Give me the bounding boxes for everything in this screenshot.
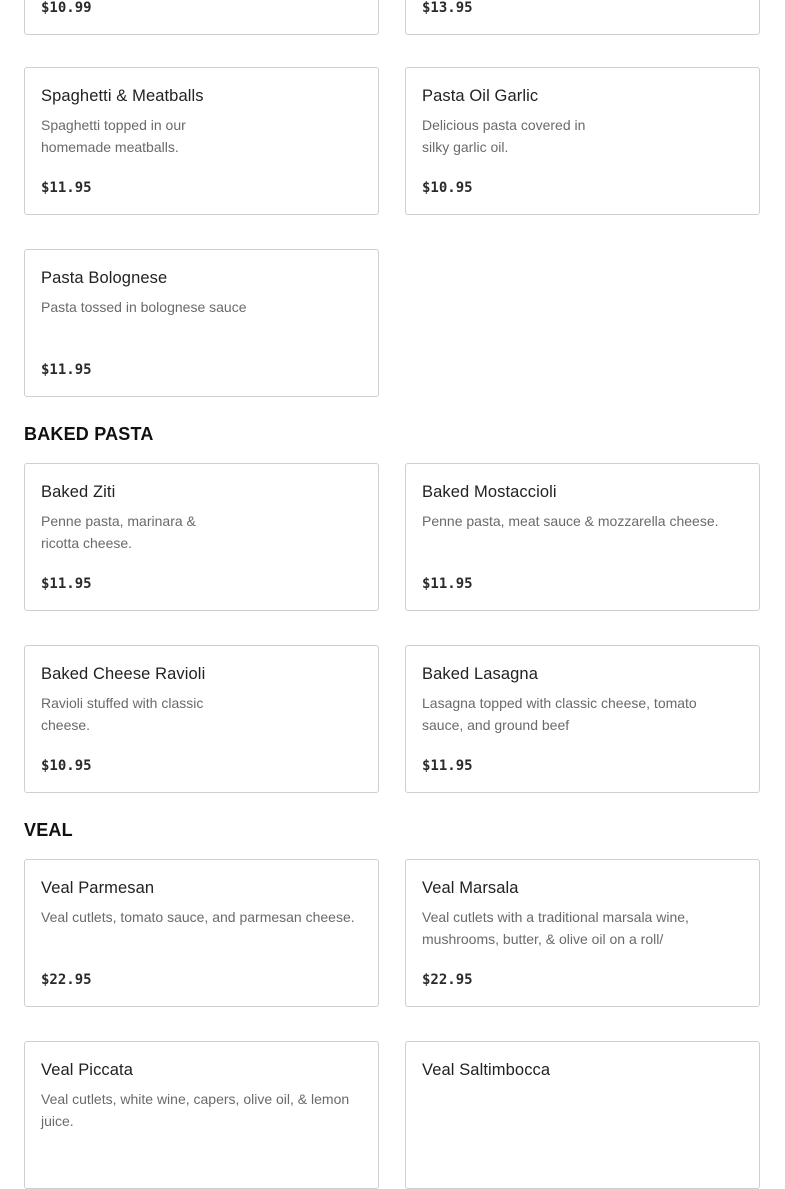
menu-item-card[interactable] (405, 1041, 760, 1189)
item-description: Penne pasta, marinara & ricotta cheese. (41, 513, 196, 551)
section-title-baked-pasta: BAKED PASTA (24, 424, 154, 444)
menu-item-card[interactable] (405, 67, 760, 215)
menu-item-card[interactable] (405, 645, 760, 793)
item-description: Ravioli stuffed with classic cheese. (41, 695, 204, 733)
item-price: $10.95 (422, 180, 473, 196)
item-price: $11.95 (41, 362, 92, 378)
menu-item-card[interactable] (24, 645, 379, 793)
menu-item-card[interactable] (24, 67, 379, 215)
item-name: Veal Piccata (41, 1061, 134, 1079)
item-price: $11.95 (41, 180, 92, 196)
item-description: Veal cutlets, white wine, capers, olive oil, & lemon juice. (41, 1091, 350, 1129)
section-title-veal: VEAL (24, 820, 73, 840)
menu-item-card[interactable] (24, 249, 379, 397)
item-description: Penne pasta, meat sauce & mozzarella cheese. (422, 513, 719, 529)
item-price: $13.95 (422, 0, 473, 16)
item-price: $11.95 (422, 576, 473, 592)
item-name: Veal Saltimbocca (422, 1061, 551, 1079)
menu-item-card[interactable] (24, 859, 379, 1007)
item-description: Pasta tossed in bolognese sauce (41, 299, 247, 315)
item-name: Pasta Bolognese (41, 269, 168, 287)
item-description: Spaghetti topped in our homemade meatballs. (41, 117, 186, 155)
item-price: $10.99 (41, 0, 92, 16)
menu-item-card[interactable] (24, 463, 379, 611)
item-description: Lasagna topped with classic cheese, tomato sauce, and ground beef (422, 695, 697, 733)
item-name: Veal Parmesan (41, 879, 155, 897)
item-name: Baked Mostaccioli (422, 483, 557, 501)
item-name: Pasta Oil Garlic (422, 87, 539, 105)
menu-item-card[interactable] (24, 0, 379, 35)
item-name: Spaghetti & Meatballs (41, 87, 204, 105)
menu-item-card[interactable] (24, 1041, 379, 1189)
item-name: Baked Cheese Ravioli (41, 665, 206, 683)
menu-item-card[interactable] (405, 0, 760, 35)
item-description: Veal cutlets with a traditional marsala wine, mushrooms, butter, & olive oil on a roll/ (422, 909, 689, 947)
item-name: Baked Ziti (41, 483, 116, 501)
menu-item-card[interactable] (405, 859, 760, 1007)
item-price: $10.95 (41, 758, 92, 774)
item-name: Veal Marsala (422, 879, 519, 897)
item-price: $22.95 (422, 972, 473, 988)
item-price: $22.95 (41, 972, 92, 988)
item-description: Delicious pasta covered in silky garlic oil. (422, 117, 586, 155)
menu-item-card[interactable] (405, 463, 760, 611)
item-price: $11.95 (41, 576, 92, 592)
item-name: Baked Lasagna (422, 665, 538, 683)
item-description: Veal cutlets, tomato sauce, and parmesan cheese. (41, 909, 355, 925)
item-price: $11.95 (422, 758, 473, 774)
